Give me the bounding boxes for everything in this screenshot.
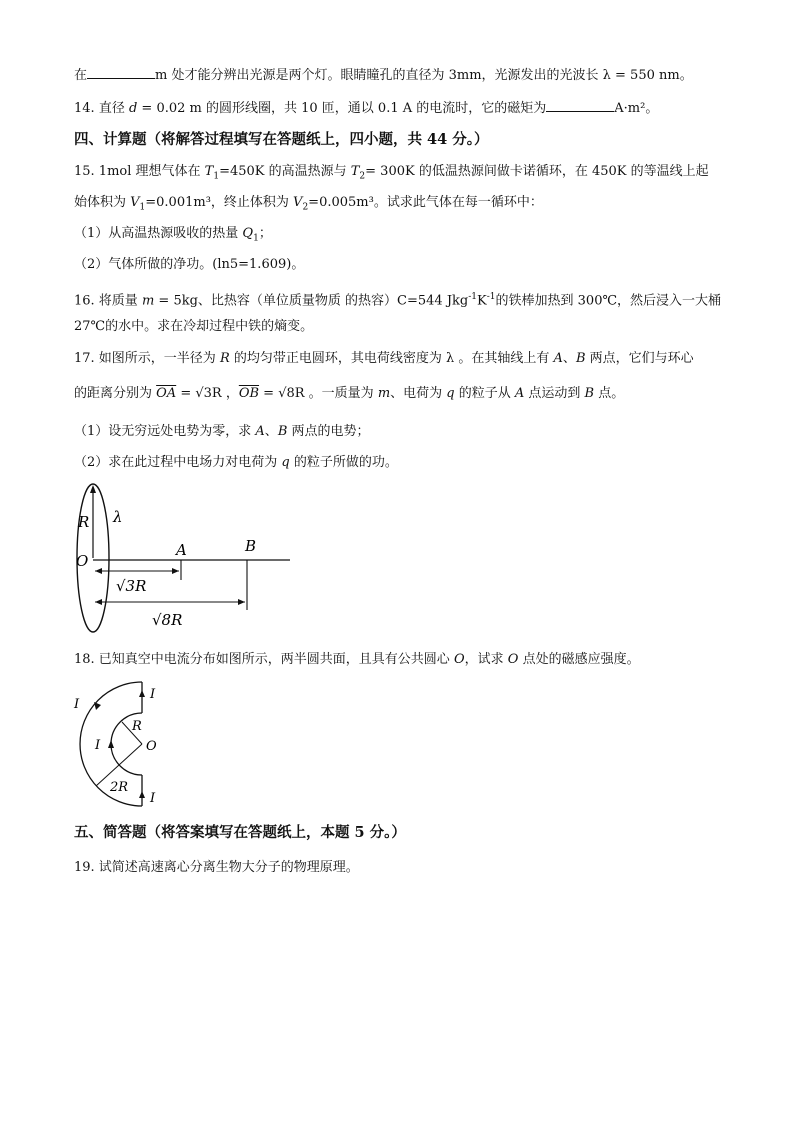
dim-oa-arrow-left: [95, 568, 102, 574]
q15-part-1: （1）从高温热源吸收的热量 $Q_1$；: [74, 226, 272, 244]
label-b: B: [245, 537, 257, 555]
section-4-title: 四、计算题（将解答过程填写在答题纸上，四小题，共 44 分。）: [74, 131, 489, 148]
label-2r-outer: 2R: [110, 780, 129, 795]
q18-line: 18. 已知真空中电流分布如图所示，两半圆共面，且具有公共圆心 O，试求 O 点处的磁感应强度。: [74, 652, 640, 667]
dim-ob-arrow-left: [95, 599, 102, 605]
q17-line-2: 的距离分别为 $\overline{OA} = √3R$ ，$\overline{OB} = √8R$ 。一质量为 m、电荷为 q 的粒子从 A 点运动到 B 点。: [74, 386, 625, 401]
label-i-top: I: [150, 687, 156, 702]
label-r-inner: R: [132, 719, 142, 734]
q13-tail-line: 在 m 处才能分辨出光源是两个灯。眼睛瞳孔的直径为 3mm，光源发出的光波长 λ = 550 nm。: [74, 68, 693, 83]
outer-current-arrow: [94, 702, 101, 710]
top-current-arrow: [139, 690, 145, 697]
q17-part-1: （1）设无穷远处电势为零，求 A、B 两点的电势；: [74, 424, 370, 439]
radius-arrowhead: [90, 485, 96, 493]
label-r: R: [78, 513, 90, 531]
bottom-current-arrow: [139, 791, 145, 798]
q15-line-2: 始体积为 $V_1=0.001m^3$，终止体积为 $V_2=0.005m^3$。试求此气体在每一循环中：: [74, 195, 543, 213]
q15-part-2: （2）气体所做的净功。(ln5=1.609)。: [74, 257, 305, 272]
label-i-outer: I: [74, 697, 80, 712]
label-o-center: O: [146, 739, 157, 754]
label-i-bottom: I: [150, 791, 156, 806]
section-5-title: 五、简答题（将答案填写在答题纸上，本题 5 分。）: [74, 824, 406, 841]
q16-line-2: 27℃的水中。求在冷却过程中铁的熵变。: [74, 319, 314, 334]
semicircle-current-figure: [66, 676, 176, 816]
inner-current-arrow: [108, 740, 114, 748]
label-a: A: [176, 541, 187, 559]
ring-figure: [70, 480, 310, 640]
answer-blank: [546, 99, 614, 112]
dim-ob-arrow-right: [238, 599, 245, 605]
label-oa-distance: √3R: [116, 577, 147, 595]
q14-line: 14. 直径 d = 0.02 m 的圆形线圈，共 10 匝，通以 0.1 A 的电流时，它的磁矩为 A·m²。: [74, 101, 659, 116]
q17-line-1: 17. 如图所示，一半径为 R 的均匀带正电圆环，其电荷线密度为 λ 。在其轴线上有 A、B 两点，它们与环心: [74, 351, 694, 366]
answer-blank: [87, 66, 155, 79]
q19-line: 19. 试简述高速离心分离生物大分子的物理原理。: [74, 860, 359, 875]
label-ob-distance: √8R: [152, 611, 183, 629]
label-i-inner: I: [95, 738, 101, 753]
label-lambda: λ: [113, 508, 123, 526]
dim-oa-arrow-right: [172, 568, 179, 574]
q17-part-2: （2）求在此过程中电场力对电荷为 q 的粒子所做的功。: [74, 455, 398, 470]
q16-line-1: 16. 将质量 m = 5kg、比热容（单位质量物质 的热容）C=544 $Jkg^{-1}K^{-1}$的铁棒加热到 300℃，然后浸入一大桶: [74, 292, 722, 309]
label-o: O: [76, 552, 89, 570]
q15-line-1: 15. 1mol 理想气体在 $T_1=450K$ 的高温热源与 $T_2= 300K$ 的低温热源间做卡诺循环，在 450K 的等温线上起: [74, 164, 709, 182]
